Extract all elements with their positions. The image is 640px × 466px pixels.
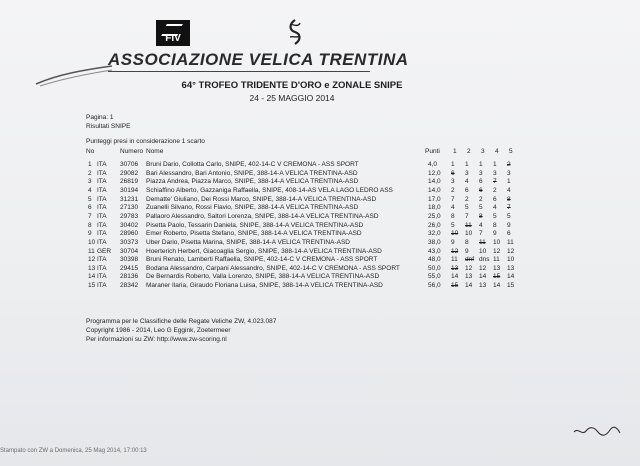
row-race-1: 12 [451, 247, 459, 255]
row-race-2: 11 [465, 221, 472, 229]
row-position: 6 [88, 204, 92, 212]
row-race-3: 6 [479, 178, 483, 186]
row-race-1: 1 [451, 161, 455, 168]
row-race-2: 4 [465, 178, 469, 186]
row-race-4: 4 [493, 204, 497, 212]
row-sail-number: 29783 [120, 212, 139, 220]
row-crew: De Bernardis Roberto, Valla Lorenzo, SNIPE, 388-14-A VELICA TRENTINA-ASD [146, 273, 380, 281]
row-race-2: 12 [465, 264, 473, 272]
row-race-3: 2 [479, 195, 483, 203]
row-sail-number: 28960 [120, 230, 139, 238]
row-race-1: 3 [451, 178, 455, 186]
row-crew: Pisetta Paolo, Tessarin Daniela, SNIPE, 388-14-A VELICA TRENTINA-ASD [146, 221, 364, 229]
row-race-3: 6 [479, 186, 483, 194]
row-position: 4 [88, 186, 92, 194]
row-position: 9 [88, 230, 92, 238]
row-race-4: 10 [493, 238, 501, 246]
row-race-3: 4 [479, 221, 483, 229]
row-race-4: 3 [493, 169, 497, 177]
row-race-5: 8 [507, 195, 511, 203]
col-race-3: 3 [481, 148, 485, 155]
row-race-2: 3 [465, 169, 469, 177]
row-race-5: 5 [507, 212, 511, 220]
row-crew: Emer Roberto, Pisetta Stefano, SNIPE, 388-14-A VELICA TRENTINA-ASD [146, 230, 362, 238]
handwritten-mark-icon [572, 424, 622, 438]
row-race-3: 10 [479, 247, 487, 255]
discards-note: Punteggi presi in considerazione 1 scarto [86, 138, 205, 145]
row-points: 25,0 [428, 212, 441, 220]
row-crew: Hoerterich Herbert, Giacoaglia Sergio, SNIPE, 388-14-A VELICA TRENTINA-ASD [146, 247, 382, 255]
row-race-4: 13 [493, 264, 501, 272]
row-crew: Bari Alessandro, Bari Antonio, SNIPE, 388-14-A VELICA TRENTINA-ASD [146, 169, 358, 177]
row-race-2: 10 [465, 230, 473, 238]
row-crew: Piazza Andrea, Piazza Marco, SNIPE, 388-14-A VELICA TRENTINA-ASD [146, 178, 359, 186]
row-position: 15 [88, 282, 96, 290]
row-points: 26,0 [428, 221, 441, 229]
sail-swoosh-icon [34, 64, 114, 88]
row-sail-number: 28342 [120, 282, 139, 290]
print-stamp: Stampato con ZW a Domenica, 25 Mag 2014, 17:00:13 [0, 448, 147, 454]
row-crew: Schiaffino Alberto, Gazzaniga Raffaella, SNIPE, 408-14-AS VELA LAGO LEDRO ASS [146, 186, 393, 194]
row-points: 14,0 [428, 186, 441, 194]
row-nation: ITA [97, 238, 107, 246]
row-sail-number: 30402 [120, 221, 139, 229]
row-race-3: 11 [479, 238, 486, 246]
col-no: No [86, 148, 95, 155]
row-race-1: 13 [451, 264, 459, 272]
row-crew: Dematte' Giuliano, Dei Rossi Marco, SNIPE, 388-14-A VELICA TRENTINA-ASD [146, 195, 377, 203]
row-race-5: 1 [507, 178, 511, 186]
row-position: 2 [88, 169, 92, 177]
row-crew: Uber Dario, Pisetta Marina, SNIPE, 388-14-A VELICA TRENTINA-ASD [146, 238, 350, 246]
row-position: 1 [88, 161, 92, 168]
row-crew: Bruni Dario, Collotta Carlo, SNIPE, 402-14-C V CREMONA - ASS SPORT [146, 161, 359, 168]
row-race-3: 7 [479, 230, 483, 238]
row-race-1: 11 [451, 256, 458, 264]
row-race-3: 3 [479, 169, 483, 177]
row-race-1: 10 [451, 230, 459, 238]
col-race-1: 1 [453, 148, 457, 155]
event-dates: 24 - 25 MAGGIO 2014 [249, 93, 335, 103]
row-nation: ITA [97, 264, 107, 272]
row-crew: Bruni Renato, Lamberti Raffaella, SNIPE, 402-14-C V CREMONA - ASS SPORT [146, 256, 378, 264]
row-position: 12 [88, 256, 96, 264]
row-sail-number: 30398 [120, 256, 139, 264]
row-position: 3 [88, 178, 92, 186]
row-nation: ITA [97, 204, 107, 212]
row-race-4: 8 [493, 221, 497, 229]
row-nation: ITA [97, 282, 107, 290]
row-points: 50,0 [428, 264, 441, 272]
row-points: 4,0 [428, 161, 438, 168]
row-position: 10 [88, 238, 96, 246]
row-race-1: 6 [451, 169, 455, 177]
row-race-5: 6 [507, 230, 511, 238]
row-sail-number: 26819 [120, 178, 139, 186]
row-nation: ITA [97, 178, 107, 186]
row-race-3: 5 [479, 204, 483, 212]
row-sail-number: 27130 [120, 204, 139, 212]
row-points: 38,0 [428, 238, 441, 246]
row-nation: ITA [97, 230, 107, 238]
row-sail-number: 29415 [120, 264, 139, 272]
row-race-3: 13 [479, 282, 487, 290]
row-points: 18,0 [428, 204, 441, 212]
footer-copyright: Copyright 1986 - 2014, Leo G Eggink, Zoetermeer [86, 327, 231, 334]
row-race-1: 9 [451, 238, 455, 246]
row-race-1: 5 [451, 221, 455, 229]
row-position: 11 [88, 247, 95, 255]
row-race-2: 9 [465, 247, 469, 255]
row-race-5: 7 [507, 204, 511, 212]
row-nation: ITA [97, 169, 107, 177]
row-position: 8 [88, 221, 92, 229]
row-race-4: 11 [493, 256, 500, 264]
row-race-2: 6 [465, 186, 469, 194]
row-race-2: 14 [465, 282, 473, 290]
row-points: 55,0 [428, 273, 441, 281]
row-race-2: 8 [465, 238, 469, 246]
row-nation: ITA [97, 212, 107, 220]
row-race-3: 14 [479, 273, 487, 281]
row-nation: ITA [97, 273, 107, 281]
row-nation: ITA [97, 161, 107, 168]
row-race-1: 8 [451, 212, 455, 220]
row-race-4: 7 [493, 178, 497, 186]
row-position: 5 [88, 195, 92, 203]
results-label: Risultati SNIPE [86, 123, 131, 130]
row-race-1: 4 [451, 204, 455, 212]
row-race-3: 12 [479, 264, 487, 272]
association-name: ASSOCIAZIONE VELICA TRENTINA [108, 50, 409, 69]
row-race-2: 13 [465, 273, 473, 281]
row-points: 14,0 [428, 178, 441, 186]
association-title [108, 50, 409, 72]
row-race-4: 5 [493, 212, 497, 220]
trentino-emblem-icon [285, 18, 305, 46]
row-race-5: 13 [507, 264, 515, 272]
col-punti: Punti [425, 148, 440, 155]
page-number: Pagina: 1 [86, 114, 114, 121]
title-rule [108, 71, 370, 72]
row-crew: Maraner Ilaria, Giraudo Floriana Luisa, SNIPE, 388-14-A VELICA TRENTINA-ASD [146, 282, 383, 290]
row-sail-number: 28136 [120, 273, 139, 281]
row-sail-number: 31231 [120, 195, 139, 203]
row-race-4: 6 [493, 195, 497, 203]
row-race-3: 8 [479, 212, 483, 220]
col-race-5: 5 [509, 148, 513, 155]
col-numero: Numero [120, 148, 144, 155]
row-race-5: 3 [507, 169, 511, 177]
footer-info: Per informazioni su ZW: http://www.zw-scoring.nl [86, 336, 227, 343]
row-points: 12,0 [428, 169, 441, 177]
table-row [0, 282, 640, 292]
row-race-4: 15 [493, 273, 501, 281]
row-race-1: 15 [451, 282, 459, 290]
row-race-5: 14 [507, 273, 515, 281]
row-points: 43,0 [428, 247, 441, 255]
row-position: 14 [88, 273, 96, 281]
row-race-4: 14 [493, 282, 501, 290]
row-crew: Pallaoro Alessandro, Saltori Lorenza, SNIPE, 388-14-A VELICA TRENTINA-ASD [146, 212, 379, 220]
row-race-5: 11 [507, 238, 514, 246]
col-nome: Nome [146, 148, 164, 155]
row-race-5: 10 [507, 256, 515, 264]
row-points: 32,0 [428, 230, 441, 238]
footer-program: Programma per le Classifiche delle Regate Veliche ZW, 4.023.087 [86, 318, 277, 325]
row-crew: Zuanelli Silvano, Rossi Flavio, SNIPE, 388-14-A VELICA TRENTINA-ASD [146, 204, 359, 212]
event-title: 64° TROFEO TRIDENTE D'ORO e ZONALE SNIPE [181, 80, 403, 91]
row-race-2: 1 [465, 161, 469, 168]
row-nation: GER [97, 247, 112, 255]
row-race-5: 15 [507, 282, 515, 290]
fiv-logo-text: FIV [165, 33, 181, 44]
row-crew: Bodana Alessandro, Carpani Alessandro, SNIPE, 402-14-C V CREMONA - ASS SPORT [146, 264, 400, 272]
row-nation: ITA [97, 195, 107, 203]
row-race-5: 4 [507, 186, 511, 194]
row-points: 48,0 [428, 256, 441, 264]
row-race-4: 12 [493, 247, 501, 255]
row-race-4: 2 [493, 186, 497, 194]
col-race-4: 4 [495, 148, 499, 155]
row-race-2: 2 [465, 195, 469, 203]
row-race-3: dns [479, 256, 490, 264]
row-sail-number: 30704 [120, 247, 139, 255]
fiv-logo [156, 20, 190, 46]
col-race-2: 2 [467, 148, 471, 155]
row-race-1: 2 [451, 186, 455, 194]
row-race-4: 1 [493, 161, 497, 168]
row-race-1: 7 [451, 195, 455, 203]
row-race-4: 9 [493, 230, 497, 238]
row-race-1: 14 [451, 273, 459, 281]
row-points: 17,0 [428, 195, 441, 203]
row-sail-number: 30194 [120, 186, 139, 194]
row-race-2: 7 [465, 212, 469, 220]
row-race-5: 2 [507, 161, 511, 168]
row-race-3: 1 [479, 161, 483, 168]
row-race-2: dnf [465, 256, 475, 264]
row-sail-number: 30373 [120, 238, 139, 246]
row-race-5: 9 [507, 221, 511, 229]
row-points: 56,0 [428, 282, 441, 290]
row-nation: ITA [97, 256, 107, 264]
row-position: 7 [88, 212, 92, 220]
row-race-2: 5 [465, 204, 469, 212]
row-nation: ITA [97, 221, 107, 229]
row-race-5: 12 [507, 247, 515, 255]
row-nation: ITA [97, 186, 107, 194]
row-sail-number: 30706 [120, 161, 139, 168]
row-sail-number: 29082 [120, 169, 139, 177]
row-position: 13 [88, 264, 96, 272]
